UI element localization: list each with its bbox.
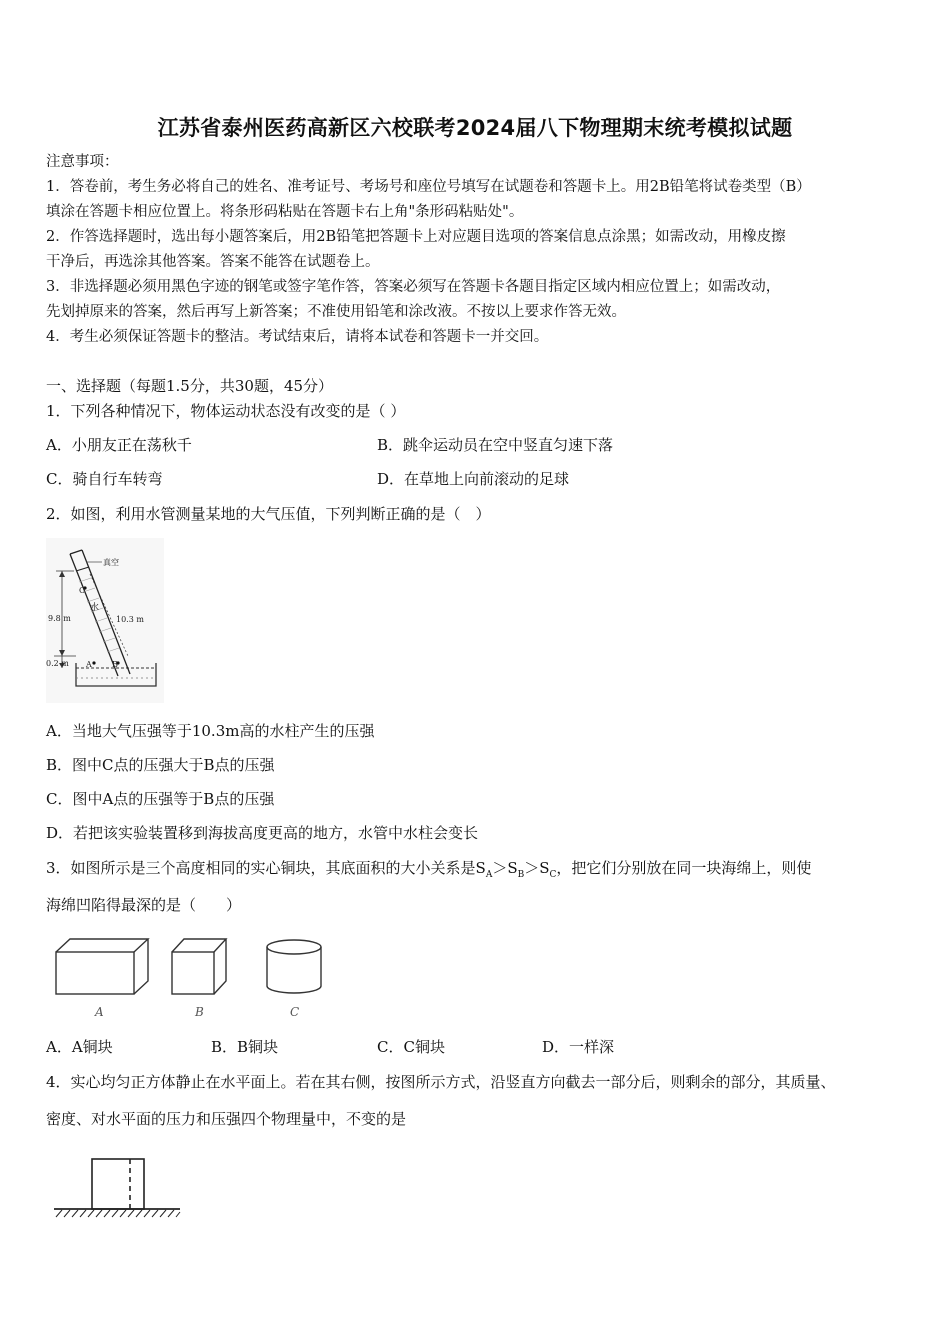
section-heading: 一、选择题（每题1.5分，共30题，45分） (46, 377, 334, 395)
block-a-shape (56, 939, 148, 994)
copper-blocks-figure (50, 936, 340, 1026)
q3-gt-1: ＞S (492, 859, 518, 877)
notice-line: 填涂在答题卡相应位置上。将条形码粘贴在答题卡右上角"条形码粘贴处"。 (46, 204, 524, 220)
length-10-3-label: 10.3 m (116, 615, 144, 624)
q3-option-a: A．A铜块 (46, 1038, 113, 1056)
question-3-stem-line1 (46, 858, 811, 885)
notice-line: 先划掉原来的答案，然后再写上新答案；不准使用铅笔和涂改液。不按以上要求作答无效。 (46, 304, 626, 320)
height-9-8-label: 9.8 m (48, 614, 71, 623)
q3-sub-c: C (549, 870, 557, 880)
question-4-stem-line1: 4．实心均匀正方体静止在水平面上。若在其右侧，按图所示方式，沿竖直方向截去一部分后，则剩余的部分，其质量、 (46, 1073, 836, 1091)
block-a-label: A (95, 1005, 104, 1019)
question-4-stem-line2: 密度、对水平面的压力和压强四个物理量中，不变的是 (46, 1110, 407, 1128)
height-0-2-label: 0.2 m (46, 659, 69, 668)
q3-gt-2: ＞S (524, 859, 550, 877)
q3-sub-a: A (485, 870, 493, 880)
barometer-tube-figure (46, 538, 166, 704)
block-b-shape (172, 939, 226, 994)
notice-heading: 注意事项： (46, 154, 119, 170)
block-c-label: C (290, 1005, 300, 1019)
point-a-label: A (86, 660, 92, 669)
cube-on-ground-figure (52, 1155, 184, 1225)
q3-option-d: D．一样深 (542, 1038, 615, 1056)
vacuum-label: 真空 (103, 558, 119, 567)
q2-option-c: C．图中A点的压强等于B点的压强 (46, 790, 275, 808)
notice-line: 2．作答选择题时，选出每小题答案后，用2B铅笔把答题卡上对应题目选项的答案信息点涂黑；如需改动，用橡皮擦 (46, 229, 786, 245)
block-c-shape (267, 940, 321, 993)
q2-option-b: B．图中C点的压强大于B点的压强 (46, 756, 275, 774)
q2-option-a: A．当地大气压强等于10.3m高的水柱产生的压强 (46, 722, 375, 740)
q3-stem-tail: ，把它们分别放在同一块海绵上，则使 (556, 859, 812, 877)
question-1-stem: 1．下列各种情况下，物体运动状态没有改变的是（ ） (46, 402, 406, 420)
q3-stem-text: 3．如图所示是三个高度相同的实心铜块，其底面积的大小关系是S (46, 859, 486, 877)
point-b-label: B (112, 660, 118, 669)
notice-line: 4．考生必须保证答题卡的整洁。考试结束后，请将本试卷和答题卡一并交回。 (46, 329, 549, 345)
point-c-label: C (79, 586, 86, 595)
q1-option-d: D．在草地上向前滚动的足球 (377, 470, 570, 488)
q1-option-b: B．跳伞运动员在空中竖直匀速下落 (377, 436, 614, 454)
q1-option-a: A．小朋友正在荡秋千 (46, 436, 192, 454)
q1-option-c: C．骑自行车转弯 (46, 470, 163, 488)
question-3-stem-line2: 海绵凹陷得最深的是（ ） (46, 896, 242, 914)
notice-line: 1．答卷前，考生务必将自己的姓名、准考证号、考场号和座位号填写在试题卷和答题卡上。用2B铅笔将试卷类型（B） (46, 179, 811, 195)
q2-option-d: D．若把该实验装置移到海拔高度更高的地方，水管中水柱会变长 (46, 824, 479, 842)
notice-line: 干净后，再选涂其他答案。答案不能答在试题卷上。 (46, 254, 380, 270)
block-b-label: B (195, 1005, 204, 1019)
q3-sub-b: B (517, 870, 525, 880)
page-title: 江苏省泰州医药高新区六校联考2024届八下物理期末统考模拟试题 (157, 116, 793, 140)
q3-option-c: C．C铜块 (377, 1038, 445, 1056)
notice-line: 3．非选择题必须用黑色字迹的钢笔或签字笔作答，答案必须写在答题卡各题目指定区域内相应位置上；如需改动， (46, 279, 781, 295)
q3-option-b: B．B铜块 (211, 1038, 279, 1056)
question-2-stem: 2．如图，利用水管测量某地的大气压值，下列判断正确的是（ ） (46, 505, 491, 523)
water-label: 水 (90, 603, 100, 613)
